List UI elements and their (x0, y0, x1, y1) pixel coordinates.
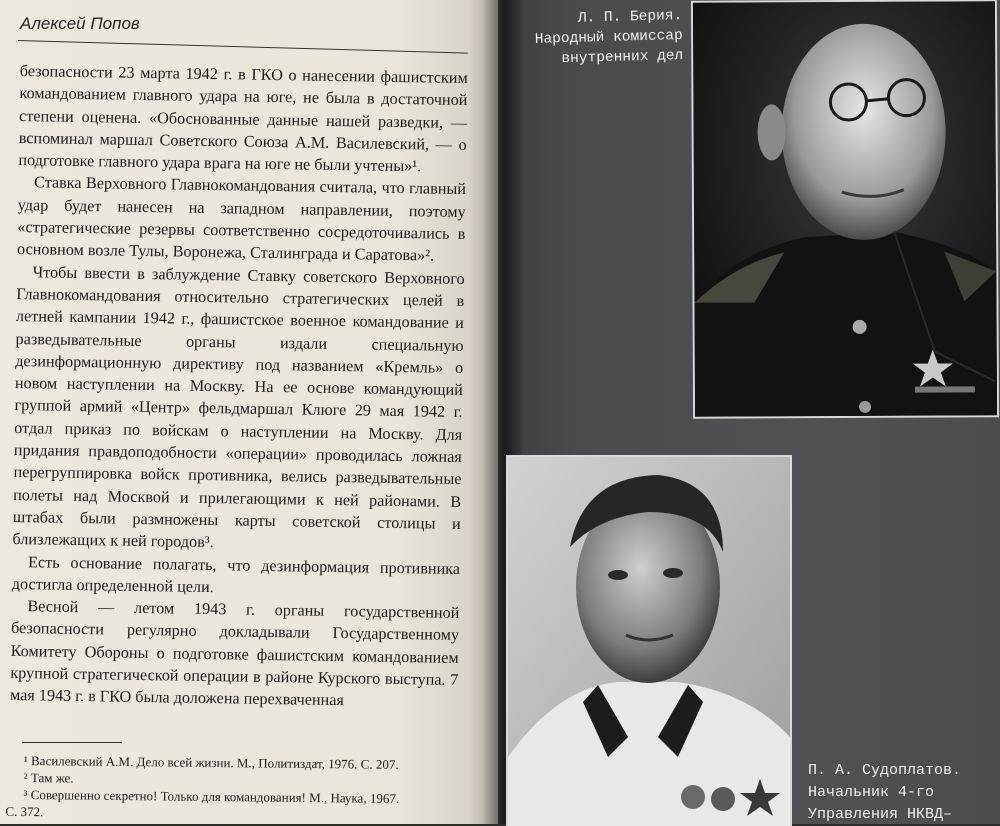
caption-beria (534, 6, 683, 70)
caption-sudoplatov (808, 760, 961, 826)
footnote-continuation: С. 372. (5, 803, 44, 820)
footnote: ¹ Василевский А.М. Дело всей жизни. М., Политиздат, 1976. С. 207. (23, 752, 399, 772)
footnotes (5, 752, 464, 824)
portrait-photo-beria (691, 0, 999, 419)
paragraph: Ставка Верховного Главнокомандования считала, что главный удар будет нанесен на западном направлении, поэтому «стратегические резервы соответственно сосредоточивались в основном возле Тулы, Воронежа, Сталинграда и Саратова»². (16, 173, 467, 265)
footnote: ³ Совершенно секретно! Только для командования! М., Наука, 1967. (23, 786, 400, 806)
paragraph: Весной — летом 1943 г. органы государственной безопасности регулярно докладывали Государственному Комитету Обороны о подготовке фашистским командованием крупной стратегической операции в районе Курского выступа. 7 мая 1943 г. в ГКО была доложена перехваченная (9, 597, 460, 710)
body-text (10, 60, 468, 714)
caption-line: Управления НКВД– (808, 806, 953, 823)
left-page (0, 0, 498, 824)
caption-line: внутренних дел (561, 47, 684, 68)
caption-line: Л. П. Берия. (577, 7, 683, 27)
caption-line: Начальник 4-го (808, 784, 935, 801)
header-rule (18, 40, 468, 54)
running-head: Алексей Попов (20, 14, 140, 33)
paragraph: Чтобы ввести в заблуждение Ставку советского Верховного Главнокомандования относительно стратегических целей в летней кампании 1942 г., фашистское военное командование и разведывательные органы издали специальную дезинформационную директиву под названием «Кремль» о новом наступлении на Москву. На ее основе командующий группой армий «Центр» фельдмаршал Клюге 29 мая 1942 г. отдал приказ по войскам о наступлении на Москву. Для придания правдоподобности «операции» проводилась ложная перегруппировка войск противника, велись разведывательные полеты над Москвой и прилегающими к ней районами. В штабах были размножены карты советской столицы и близлежащих к ней городов³. (12, 262, 465, 552)
footnote: ² Там же. (23, 769, 74, 786)
portrait-photo-sudoplatov (506, 455, 792, 826)
caption-line: П. А. Судоплатов. (808, 762, 962, 779)
paragraph: Есть основание полагать, что дезинформация противника достигла определенной цели. (11, 552, 461, 596)
caption-line: Народный комиссар (534, 27, 683, 48)
paragraph: безопасности 23 марта 1942 г. в ГКО о нанесении фашистским командованием главного удара на юге, не была в достаточной степени оценена. «Обоснованные данные нашей разведки, — вспоминал маршал Советского Союза А.М. Василевский, — о подготовке главного удара врага на юге не были учтены»¹. (18, 61, 468, 176)
footnote-rule (22, 742, 122, 743)
